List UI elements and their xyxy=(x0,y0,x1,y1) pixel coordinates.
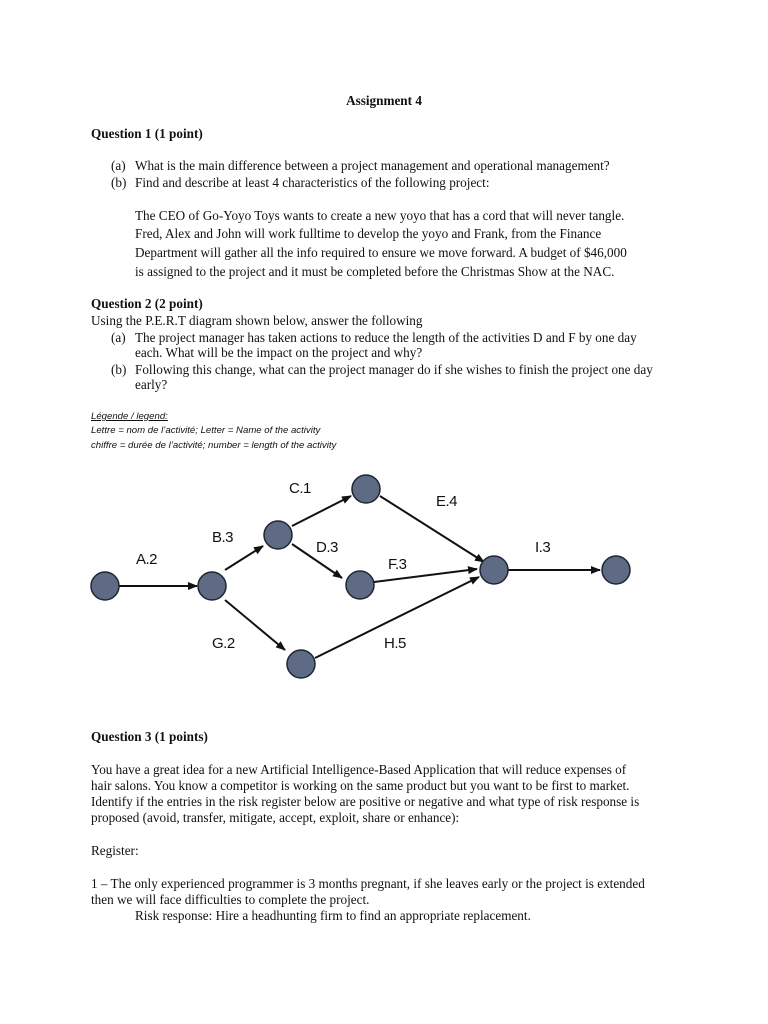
q2-intro: Using the P.E.R.T diagram shown below, answer the following xyxy=(91,313,423,328)
question-2-heading: Question 2 (2 point) xyxy=(91,296,203,311)
activity-e-label: E.4 xyxy=(436,493,458,510)
q1-a-text: What is the main difference between a project management and operational management? xyxy=(135,158,610,173)
q3-para-line-4: proposed (avoid, transfer, mitigate, accept, exploit, share or enhance): xyxy=(91,810,460,825)
question-1-heading: Question 1 (1 point) xyxy=(91,126,203,141)
q2-b-marker: (b) xyxy=(111,362,127,377)
legend-title: Légende / legend: xyxy=(91,411,168,422)
assignment-title: Assignment 4 xyxy=(346,93,422,108)
activity-b-arrow xyxy=(225,546,263,570)
q3-para-line-1: You have a great idea for a new Artificial Intelligence-Based Application that will reduce expenses of xyxy=(91,762,627,777)
legend-line-1: Lettre = nom de l’activité; Letter = Name of the activity xyxy=(91,425,321,436)
q2-b-line-2: early? xyxy=(135,377,168,392)
legend-line-2: chiffre = durée de l’activité; number = length of the activity xyxy=(91,440,337,451)
q1-scenario-line-4: is assigned to the project and it must be completed before the Christmas Show at the NAC. xyxy=(135,264,615,279)
q3-entry-1-line-1: 1 – The only experienced programmer is 3 months pregnant, if she leaves early or the project is extended xyxy=(91,876,645,891)
activity-f-label: F.3 xyxy=(388,556,407,573)
q3-para-line-3: Identify if the entries in the risk register below are positive or negative and what type of risk response is xyxy=(91,794,640,809)
activity-a-label: A.2 xyxy=(136,551,158,568)
q1-scenario-line-2: Fred, Alex and John will work fulltime to develop the yoyo and Frank, from the Finance xyxy=(135,226,602,241)
node-4 xyxy=(352,475,380,503)
q1-scenario-line-1: The CEO of Go-Yoyo Toys wants to create a new yoyo that has a cord that will never tangle. xyxy=(135,208,625,223)
node-1 xyxy=(91,572,119,600)
q2-a-marker: (a) xyxy=(111,330,126,345)
node-3 xyxy=(264,521,292,549)
node-7 xyxy=(480,556,508,584)
activity-d-label: D.3 xyxy=(316,539,338,556)
q1-b-marker: (b) xyxy=(111,175,127,190)
node-5 xyxy=(346,571,374,599)
activity-e-arrow xyxy=(380,496,484,562)
question-3-heading: Question 3 (1 points) xyxy=(91,729,208,744)
q3-register-label: Register: xyxy=(91,843,139,858)
activity-h-label: H.5 xyxy=(384,635,406,652)
q3-entry-1-response: Risk response: Hire a headhunting firm to find an appropriate replacement. xyxy=(135,908,531,923)
node-8 xyxy=(602,556,630,584)
activity-g-label: G.2 xyxy=(212,635,235,652)
activity-c-label: C.1 xyxy=(289,480,311,497)
activity-b-label: B.3 xyxy=(212,529,234,546)
q1-b-text: Find and describe at least 4 characteristics of the following project: xyxy=(135,175,490,190)
activity-c-arrow xyxy=(292,496,351,526)
node-2 xyxy=(198,572,226,600)
q2-a-line-2: each. What will be the impact on the project and why? xyxy=(135,345,423,360)
q3-entry-1-line-2: then we will face difficulties to complete the project. xyxy=(91,892,370,907)
q2-a-line-1: The project manager has taken actions to reduce the length of the activities D and F by one day xyxy=(135,330,637,345)
q2-b-line-1: Following this change, what can the project manager do if she wishes to finish the project one day xyxy=(135,362,653,377)
q1-scenario-line-3: Department will gather all the info required to ensure we move forward. A budget of $46,000 xyxy=(135,245,627,260)
activity-i-label: I.3 xyxy=(535,539,551,556)
q1-a-marker: (a) xyxy=(111,158,126,173)
q3-para-line-2: hair salons. You know a competitor is working on the same product but you want to be first to market. xyxy=(91,778,630,793)
node-6 xyxy=(287,650,315,678)
